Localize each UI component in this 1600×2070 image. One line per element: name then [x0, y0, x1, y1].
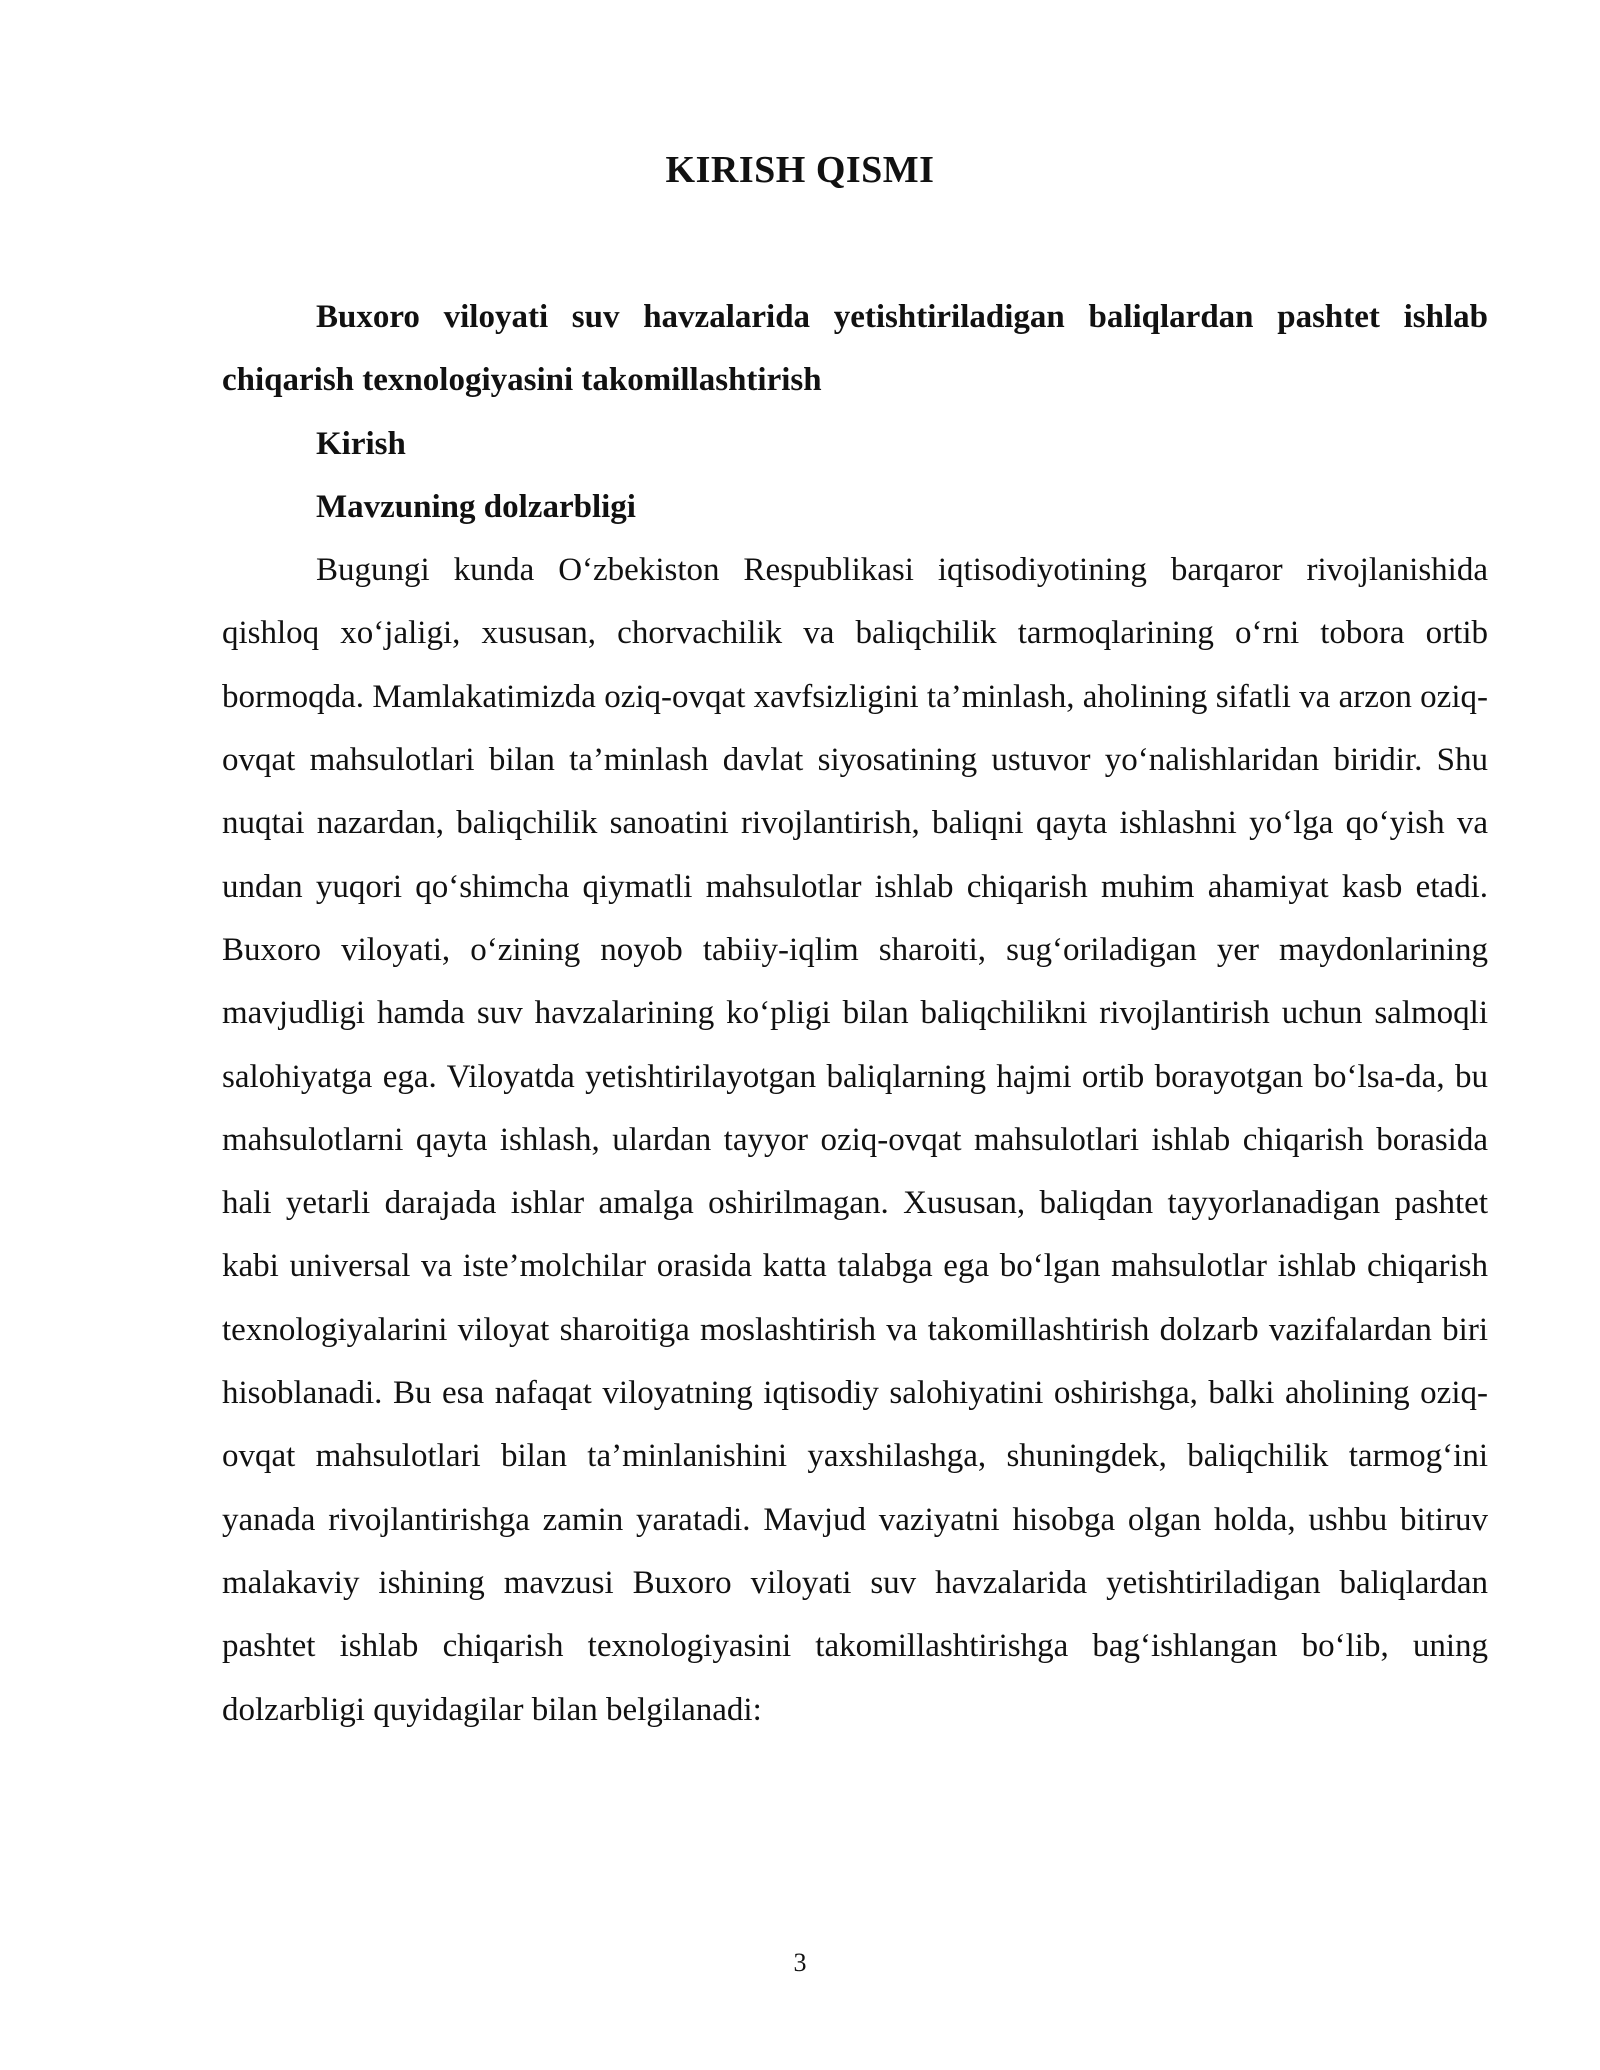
page-number: 3: [793, 1948, 807, 1977]
body-paragraph: Bugungi kunda O‘zbekiston Respublikasi iqtisodiyotining barqaror rivojlanishida qishloq xo‘jaligi, xususan, chorvachilik va baliqchilik tarmoqlarining o‘rni tobora ortib bormoqda. Mamlakatimizda oziq-ovqat xavfsizligini ta’minlash, aholining sifatli va arzon oziq-ovqat mahsulotlari bilan ta’minlash davlat siyosatining ustuvor yo‘nalishlaridan biridir. Shu nuqtai nazardan, baliqchilik sanoatini rivojlantirish, baliqni qayta ishlashni yo‘lga qo‘yish va undan yuqori qo‘shimcha qiymatli mahsulotlar ishlab chiqarish muhim ahamiyat kasb etadi. Buxoro viloyati, o‘zining noyob tabiiy-iqlim sharoiti, sug‘oriladigan yer maydonlarining mavjudligi hamda suv havzalarining ko‘pligi bilan baliqchilikni rivojlantirish uchun salmoqli salohiyatga ega. Viloyatda yetishtirilayotgan baliqlarning hajmi ortib borayotgan bo‘lsa-da, bu mahsulotlarni qayta ishlash, ulardan tayyor oziq-ovqat mahsulotlari ishlab chiqarish borasida hali yetarli darajada ishlar amalga oshirilmagan. Xususan, baliqdan tayyorlanadigan pashtet kabi universal va iste’molchilar orasida katta talabga ega bo‘lgan mahsulotlar ishlab chiqarish texnologiyalarini viloyat sharoitiga moslashtirish va takomillashtirish dolzarb vazifalardan biri hisoblanadi. Bu esa nafaqat viloyatning iqtisodiy salohiyatini oshirishga, balki aholining oziq-ovqat mahsulotlari bilan ta’minlanishini yaxshilashga, shuningdek, baliqchilik tarmog‘ini yanada rivojlantirishga zamin yaratadi. Mavjud vaziyatni hisobga olgan holda, ushbu bitiruv malakaviy ishining mavzusi Buxoro viloyati suv havzalarida yetishtiriladigan baliqlardan pashtet ishlab chiqarish texnologiyasini takomillashtirishga bag‘ishlangan bo‘lib, uning dolzarbligi quyidagilar bilan belgilanadi:: [222, 552, 1488, 1728]
page-title: KIRISH QISMI: [665, 149, 935, 191]
subsection-heading: Mavzuning dolzarbligi: [316, 488, 636, 525]
document-body: [222, 286, 1488, 1742]
topic-heading: Buxoro viloyati suv havzalarida yetishtiriladigan baliqlardan pashtet ishlab chiqarish texnologiyasini takomillashtirish: [222, 299, 1488, 399]
section-heading: Kirish: [316, 425, 406, 462]
